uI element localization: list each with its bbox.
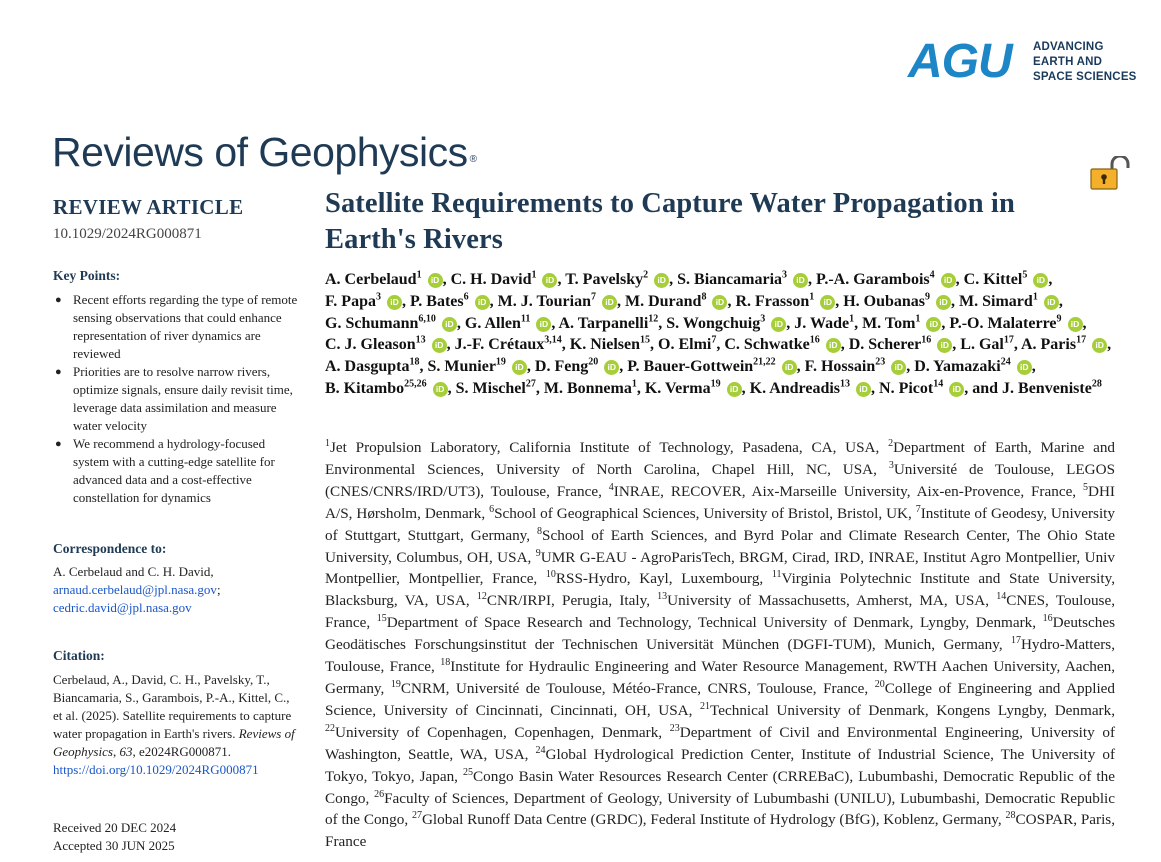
key-point-text: Recent efforts regarding the type of remote sensing observations that could enhance representation of river dynamics are reviewed [73, 292, 298, 361]
author[interactable]: B. Kitambo$^{25,26}$ iD [325, 380, 448, 397]
orcid-icon[interactable]: iD [941, 273, 956, 288]
bullet-icon: ● [55, 438, 62, 450]
citation-article-id: e2024RG000871. [138, 744, 232, 759]
affiliation-text: INRAE, RECOVER, Aix-Marseille University, Aix-en-Provence, France, [613, 482, 1077, 500]
author-affiliation-number: 21,22 [753, 356, 776, 368]
affiliation-number: 13 [657, 591, 668, 603]
author-affiliation-number: 6 [463, 291, 469, 303]
orcid-icon[interactable]: iD [1033, 273, 1048, 288]
agu-tagline-line: SPACE SCIENCES [1033, 71, 1137, 83]
orcid-icon[interactable]: iD [771, 317, 786, 332]
author-affiliation-number: 2 [643, 269, 649, 281]
author-affiliation-number: 27 [525, 378, 536, 390]
affiliation-number: 21 [700, 700, 711, 712]
orcid-icon[interactable]: iD [1044, 295, 1059, 310]
author[interactable]: P. Bates$^6$ iD [410, 293, 490, 310]
list-item [53, 363, 298, 435]
orcid-icon[interactable]: iD [826, 338, 841, 353]
author-affiliation-number: 14 [933, 378, 944, 390]
author-affiliation-number: 1 [849, 313, 855, 325]
orcid-icon[interactable]: iD [602, 295, 617, 310]
author-affiliation-number: 13 [415, 335, 426, 347]
affiliation-text: Hydro-Matters, Toulouse, France, [325, 636, 1116, 676]
author[interactable]: F. Hossain$^{23}$ iD [805, 358, 907, 375]
agu-logo-mark: AGU [908, 35, 1012, 88]
affiliation-number: 19 [390, 678, 401, 690]
author[interactable]: P.-A. Garambois$^4$ iD [816, 271, 956, 288]
affiliation-number: 6 [489, 503, 495, 515]
author-list: A. Cerbelaud$^1$ iD , C. H. David$^1$ iD , T. Pavelsky$^2$ iD , S. Biancamaria$^3$ iD , P.-A. Garambois$^4$ iD , C. Kittel$^5$ iD , F. Papa$^3$ iD , P. Bates$^6$ iD , M. J. Tourian$^7$ iD , M. Durand$^8$ iD , R. Frasson$^1$ iD , H. Oubanas$^9$ iD , M. Simard$^1$ iD , G. Schumann$^{6,10}$ iD , G. Allen$^{11}$ iD , A. Tarpanelli$^{12}$, S. Wongchuig$^3$ iD , J. Wade$^1$, M. Tom$^1$ iD , P.-O. Malaterre$^9$ iD , C. J. Gleason$^{13}$ iD , J.-F. Crétaux$^{3,14}$, K. Nielsen$^{15}$, O. Elmi$^7$, C. Schwatke$^{16}$ iD , D. Scherer$^{16}$ iD , L. Gal$^{17}$, A. Paris$^{17}$ iD , A. Dasgupta$^{18}$, S. Munier$^{19}$ iD , D. Feng$^{20}$ iD , P. Bauer-Gottwein$^{21,22}$ iD , F. Hossain$^{23}$ iD , D. Yamazaki$^{24}$ iD , B. Kitambo$^{25,26}$ iD , S. Mischel$^{27}$, M. Bonnema$^1$, K. Verma$^{19}$ iD , K. Andreadis$^{13}$ iD , N. Picot$^{14}$ iD , and J. Benveniste$^{28}$ [325, 269, 1112, 397]
affiliation-text: Institute for Hydraulic Engineering and Water Resource Management, RWTH Aachen University, Aachen, Germany, [325, 658, 1115, 697]
affiliation-text: Department of Space Research and Technology, Technical University of Denmark, Lyngby, Denmark, [386, 614, 1037, 632]
author[interactable]: K. Nielsen$^{15}$ [569, 335, 651, 354]
list-item [53, 291, 298, 363]
affiliation-number: 17 [1010, 635, 1021, 647]
affiliation-text: University of Massachusetts, Amherst, MA, USA, [667, 592, 990, 610]
author[interactable]: J.-F. Crétaux$^{3,14}$ [454, 335, 562, 354]
affiliation-number: 1 [325, 437, 330, 449]
orcid-icon[interactable]: iD [428, 273, 443, 288]
orcid-icon[interactable]: iD [542, 273, 557, 288]
author[interactable]: S. Biancamaria$^3$ iD [677, 271, 808, 288]
author-affiliation-number: 19 [495, 356, 506, 368]
journal-name: Reviews of Geophysics [52, 129, 468, 175]
affiliation-text: UMR G-EAU - AgroParisTech, BRGM, Cirad, IRD, INRAE, Institut Agro Montpellier, Univ Montpellier, Montpellier, France, [325, 548, 1115, 588]
affiliation-number: 26 [374, 788, 385, 800]
author-affiliation-number: 3 [760, 313, 766, 325]
orcid-icon[interactable]: iD [512, 360, 527, 375]
author-affiliation-number: 18 [409, 356, 420, 368]
author[interactable]: M. Simard$^1$ iD [959, 293, 1059, 310]
author[interactable]: C. Kittel$^5$ iD [964, 271, 1049, 288]
affiliation-text: Virginia Polytechnic Institute and State University, Blacksburg, VA, USA, [325, 570, 1115, 610]
author-affiliation-number: 19 [710, 378, 721, 390]
orcid-icon[interactable]: iD [1068, 317, 1083, 332]
author[interactable]: F. Papa$^3$ iD [325, 293, 402, 310]
affiliation-number: 2 [888, 437, 894, 449]
article-title: Satellite Requirements to Capture Water Propagation in Earth's Rivers [325, 188, 1015, 255]
article-doi: 10.1029/2024RG000871 [53, 226, 202, 242]
author-affiliation-number: 20 [588, 356, 599, 368]
author-affiliation-number: 17 [1076, 335, 1087, 347]
affiliation-number: 18 [440, 657, 451, 668]
author[interactable]: A. Paris$^{17}$ iD [1021, 336, 1107, 353]
author-affiliation-number: 12 [648, 313, 659, 325]
author-affiliation-number: 5 [1022, 269, 1028, 281]
orcid-icon[interactable]: iD [727, 382, 742, 397]
author[interactable]: J. Wade$^1$ [794, 313, 855, 332]
orcid-icon[interactable]: iD [949, 382, 964, 397]
open-lock-icon[interactable] [1090, 156, 1132, 190]
author[interactable]: P. Bauer-Gottwein$^{21,22}$ iD [627, 358, 796, 375]
orcid-icon[interactable]: iD [1017, 360, 1032, 375]
author[interactable]: M. J. Tourian$^7$ iD [498, 293, 617, 310]
citation-block: Cerbelaud, A., David, C. H., Pavelsky, T., Biancamaria, S., Garambois, P.-A., Kittel, C., et al. (2025). Satellite requirements to capture water propagation in Earth's rivers. Reviews of Geophysics, 63, e2024RG000871. https://doi.org/10.1029/2024RG000871 [53, 672, 295, 777]
affiliation-number: 27 [411, 810, 422, 822]
orcid-icon[interactable]: iD [712, 295, 727, 310]
orcid-icon[interactable]: iD [432, 338, 447, 353]
affiliation-number: 11 [771, 569, 782, 581]
author[interactable]: M. Durand$^8$ iD [625, 293, 727, 310]
author-affiliation-number: 3 [375, 291, 381, 303]
author-affiliation-number: 3 [782, 269, 788, 281]
orcid-icon[interactable]: iD [793, 273, 808, 288]
author-affiliation-number: 7 [711, 335, 717, 347]
author[interactable]: K. Verma$^{19}$ iD [645, 380, 742, 397]
affiliation-text: University of Copenhagen, Copenhagen, Denmark, [335, 723, 663, 741]
author-affiliation-number: 11 [520, 313, 531, 325]
correspondence-names: A. Cerbelaud and C. H. David, [53, 564, 214, 579]
affiliation-text: Université de Toulouse, LEGOS (CNES/CNRS/IRD/UT3), Toulouse, France, [325, 460, 1116, 500]
author-affiliation-number: 13 [840, 378, 851, 390]
author-affiliation-number: 3,14 [544, 335, 562, 347]
registered-mark: ® [469, 154, 477, 165]
author[interactable]: C. J. Gleason$^{13}$ iD [325, 336, 447, 353]
citation-volume: 63 [119, 744, 133, 759]
author-affiliation-number: 1 [809, 291, 815, 303]
affiliation-text: CNES, Toulouse, France, [325, 592, 1115, 632]
affiliation-text: Department of Civil and Environmental Engineering, University of Washington, Seattle, WA, USA, [325, 723, 1116, 763]
orcid-icon[interactable]: iD [654, 273, 669, 288]
email-link[interactable]: arnaud.cerbelaud@jpl.nasa.gov [53, 582, 217, 597]
affiliation-number: 12 [476, 591, 487, 603]
affiliation-text: Global Runoff Data Centre (GRDC), Federal Institute of Hydrology (BfG), Koblenz, Germany, [421, 811, 1002, 829]
affiliation-text: CNRM, Université de Toulouse, Météo-France, CNRS, Toulouse, France, [400, 679, 869, 697]
affiliation-text: RSS-Hydro, Kayl, Luxembourg, [555, 570, 764, 588]
orcid-icon[interactable]: iD [936, 295, 951, 310]
orcid-icon[interactable]: iD [1092, 338, 1107, 353]
author-affiliation-number: 24 [1000, 356, 1011, 368]
author[interactable]: S. Munier$^{19}$ iD [427, 358, 526, 375]
author-affiliation-number: 1 [915, 313, 921, 325]
author[interactable]: G. Allen$^{11}$ iD [465, 315, 551, 332]
affiliation-number: 16 [1042, 613, 1053, 625]
author-affiliation-number: 9 [925, 291, 931, 303]
bullet-icon: ● [55, 294, 62, 306]
affiliation-number: 23 [669, 722, 680, 734]
affiliation-text: CNR/IRPI, Perugia, Italy, [486, 592, 650, 610]
author[interactable]: M. Bonnema$^1$ [543, 378, 637, 397]
affiliation-text: Congo Basin Water Resources Research Center (CRREBaC), Lubumbashi, Democratic Republic of the Congo, [325, 767, 1115, 807]
author[interactable]: J. Benveniste$^{28}$ [1002, 378, 1102, 397]
key-point-text: We recommend a hydrology-focused system with a cutting-edge satellite for advanced data and a cost-effective constellation for dynamics [73, 436, 275, 505]
author[interactable]: H. Oubanas$^9$ iD [843, 293, 951, 310]
affiliation-number: 14 [996, 591, 1007, 603]
author[interactable]: O. Elmi$^7$ [658, 335, 717, 354]
author[interactable]: M. Tom$^1$ iD [862, 315, 941, 332]
accepted-date: Accepted 30 JUN 2025 [53, 838, 175, 853]
agu-tagline-line: EARTH AND [1033, 56, 1103, 68]
citation-heading: Citation: [53, 648, 105, 663]
affiliation-number: 3 [888, 459, 894, 471]
affiliation-text: School of Geographical Sciences, University of Bristol, Bristol, UK, [494, 504, 912, 522]
agu-tagline [1033, 40, 1137, 85]
correspondence-block: A. Cerbelaud and C. H. David, arnaud.cerbelaud@jpl.nasa.gov; cedric.david@jpl.nasa.gov [53, 563, 298, 617]
affiliation-text: Faculty of Sciences, Department of Geology, University of Lubumbashi (UNILU), Lubumbashi, Democratic Republic of the Congo, [325, 789, 1115, 829]
author-affiliation-number: 17 [1003, 335, 1014, 347]
affiliation-number: 20 [874, 678, 885, 690]
affiliation-text: DHI A/S, Hørsholm, Denmark, [325, 482, 1115, 522]
orcid-icon[interactable]: iD [856, 382, 871, 397]
agu-logo[interactable] [908, 35, 1138, 88]
orcid-icon[interactable]: iD [937, 338, 952, 353]
author-affiliation-number: 15 [640, 335, 651, 347]
orcid-icon[interactable]: iD [820, 295, 835, 310]
author-affiliation-number: 1 [416, 269, 422, 281]
author-affiliation-number: 1 [631, 378, 637, 390]
key-points-list [53, 291, 298, 507]
received-date: Received 20 DEC 2024 [53, 820, 177, 835]
affiliation-text: Global Hydrological Prediction Center, Institute of Industrial Science, The University of Tokyo, Tokyo, Japan, [325, 745, 1116, 785]
orcid-icon[interactable]: iD [536, 317, 551, 332]
orcid-icon[interactable]: iD [891, 360, 906, 375]
author[interactable]: A. Dasgupta$^{18}$ [325, 356, 420, 376]
author-affiliation-number: 23 [875, 356, 886, 368]
list-item [53, 435, 298, 507]
affiliation-number: 4 [608, 481, 614, 493]
affiliation-number: 5 [1082, 481, 1088, 493]
author[interactable]: C. Schwatke$^{16}$ iD [724, 336, 840, 353]
affiliation-text: Jet Propulsion Laboratory, California Institute of Technology, Pasadena, CA, USA, [330, 439, 880, 456]
affiliation-text: School of Earth Sciences, and Byrd Polar and Climate Research Center, The Ohio State University, Columbus, OH, USA, [325, 526, 1115, 566]
affiliation-number: 7 [915, 503, 921, 515]
author[interactable]: S. Mischel$^{27}$ [455, 378, 536, 397]
author[interactable]: D. Feng$^{20}$ iD [535, 358, 619, 375]
citation-doi-link[interactable]: https://doi.org/10.1029/2024RG000871 [53, 762, 259, 777]
agu-tagline-line: ADVANCING [1033, 41, 1104, 53]
affiliation-text: Institute of Geodesy, University of Stuttgart, Stuttgart, Germany, [325, 504, 1115, 544]
affiliation-text: College of Engineering and Applied Science, University of Cincinnati, Cincinnati, OH, USA, [325, 679, 1115, 719]
article-type: REVIEW ARTICLE [53, 195, 244, 219]
author[interactable]: C. H. David$^1$ iD [451, 271, 558, 288]
key-points-heading: Key Points: [53, 268, 121, 283]
orcid-icon[interactable]: iD [782, 360, 797, 375]
correspondence-heading: Correspondence to: [53, 541, 167, 556]
author[interactable]: N. Picot$^{14}$ iD [879, 380, 964, 397]
author-affiliation-number: 1 [531, 269, 537, 281]
affiliations [325, 437, 1115, 853]
author[interactable]: P.-O. Malaterre$^9$ iD [949, 315, 1082, 332]
orcid-icon[interactable]: iD [442, 317, 457, 332]
orcid-icon[interactable]: iD [475, 295, 490, 310]
journal-title[interactable] [52, 128, 477, 176]
bullet-icon: ● [55, 366, 62, 378]
author[interactable]: A. Cerbelaud$^1$ iD [325, 271, 443, 288]
orcid-icon[interactable]: iD [926, 317, 941, 332]
author-affiliation-number: 16 [809, 335, 820, 347]
affiliation-number: 15 [376, 613, 387, 625]
citation-text: Cerbelaud, A., David, C. H., Pavelsky, T., Biancamaria, S., Garambois, P.-A., Kittel, C., et al. (2025). Satellite requirements to capture water propagation in Earth's rivers. [53, 672, 292, 741]
key-point-text: Priorities are to resolve narrow rivers, optimize signals, ensure daily revisit time, leverage data assimilation and measure water velocity [73, 364, 293, 433]
author[interactable]: D. Yamazaki$^{24}$ iD [914, 358, 1032, 375]
author[interactable]: R. Frasson$^1$ iD [735, 293, 835, 310]
affiliation-number: 25 [463, 766, 474, 778]
author-affiliation-number: 16 [921, 335, 932, 347]
affiliation-number: 10 [545, 569, 556, 581]
affiliation-text: Deutsches Geodätisches Forschungsinstitut der Technischen Universität München (DGFI-TUM), Munich, Germany, [325, 614, 1116, 654]
author[interactable]: T. Pavelsky$^2$ iD [565, 271, 669, 288]
publication-dates [53, 819, 176, 855]
orcid-icon[interactable]: iD [387, 295, 402, 310]
author-affiliation-number: 28 [1091, 378, 1102, 390]
author-affiliation-number: 9 [1056, 313, 1062, 325]
author-affiliation-number: 8 [701, 291, 707, 303]
author[interactable]: G. Schumann$^{6,10}$ iD [325, 315, 457, 332]
orcid-icon[interactable]: iD [433, 382, 448, 397]
author-affiliation-number: 1 [1032, 291, 1038, 303]
affiliation-number: 8 [537, 525, 543, 537]
author[interactable]: D. Scherer$^{16}$ iD [849, 336, 953, 353]
citation-journal: Reviews of Geophysics [53, 726, 295, 759]
orcid-icon[interactable]: iD [604, 360, 619, 375]
affiliation-text: Technical University of Denmark, Kongens Lyngby, Denmark, [710, 701, 1116, 719]
author[interactable]: A. Tarpanelli$^{12}$ [558, 313, 659, 332]
affiliation-number: 9 [535, 547, 541, 559]
affiliation-text: COSPAR, Paris, France [325, 811, 1116, 851]
author-affiliation-number: 25,26 [404, 378, 427, 390]
author-affiliation-number: 7 [590, 291, 596, 303]
affiliation-text: Department of Earth, Marine and Environmental Sciences, University of North Carolina, Chapel Hill, NC, USA, [325, 439, 1116, 478]
author-affiliation-number: 4 [929, 269, 935, 281]
author[interactable]: L. Gal$^{17}$ [960, 335, 1014, 354]
affiliation-number: 22 [325, 722, 335, 734]
email-link[interactable]: cedric.david@jpl.nasa.gov [53, 600, 192, 615]
affiliation-number: 28 [1005, 810, 1016, 822]
author[interactable]: S. Wongchuig$^3$ iD [666, 315, 786, 332]
affiliation-number: 24 [535, 744, 546, 756]
author[interactable]: K. Andreadis$^{13}$ iD [750, 380, 871, 397]
author-affiliation-number: 6,10 [418, 313, 436, 325]
